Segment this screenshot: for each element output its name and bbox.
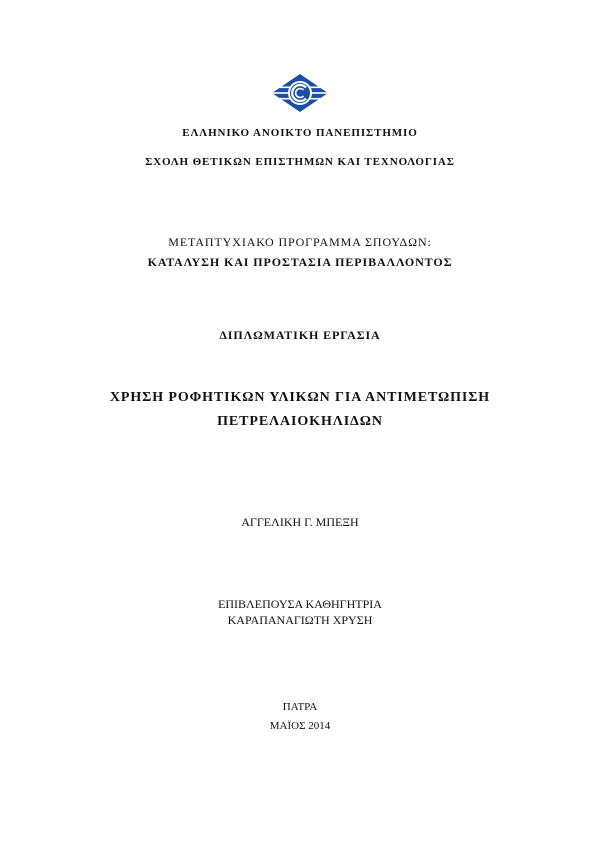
school-name: ΣΧΟΛΗ ΘΕΤΙΚΩΝ ΕΠΙΣΤΗΜΩΝ ΚΑΙ ΤΕΧΝΟΛΟΓΙΑΣ (145, 156, 455, 168)
university-name: ΕΛΛΗΝΙΚΟ ΑΝΟΙΚΤΟ ΠΑΝΕΠΙΣΤΗΜΙΟ (182, 127, 418, 139)
document-type: ΔΙΠΛΩΜΑΤΙΚΗ ΕΡΓΑΣΙΑ (219, 328, 381, 342)
supervisor-name: ΚΑΡΑΠΑΝΑΓΙΩΤΗ ΧΡΥΣΗ (227, 613, 373, 627)
title-line-2: ΠΕΤΡΕΛΑΙΟΚΗΛΙΔΩΝ (217, 414, 383, 429)
title-line-1: ΧΡΗΣΗ ΡΟΦΗΤΙΚΩΝ ΥΛΙΚΩΝ ΓΙΑ ΑΝΤΙΜΕΤΩΠΙΣΗ (109, 390, 491, 405)
city: ΠΑΤΡΑ (282, 701, 318, 713)
author-name: ΑΓΓΕΛΙΚΗ Γ. ΜΠΕΞΗ (241, 515, 359, 529)
program-name: ΚΑΤΑΛΥΣΗ ΚΑΙ ΠΡΟΣΤΑΣΙΑ ΠΕΡΙΒΑΛΛΟΝΤΟΣ (147, 255, 453, 269)
supervisor-label: ΕΠΙΒΛΕΠΟΥΣΑ ΚΑΘΗΓΗΤΡΙΑ (218, 597, 382, 611)
program-label: ΜΕΤΑΠΤΥΧΙΑΚΟ ΠΡΟΓΡΑΜΜΑ ΣΠΟΥΔΩΝ: (168, 235, 432, 249)
university-seal-icon (270, 72, 330, 114)
date: ΜΑΪΟΣ 2014 (269, 720, 331, 732)
